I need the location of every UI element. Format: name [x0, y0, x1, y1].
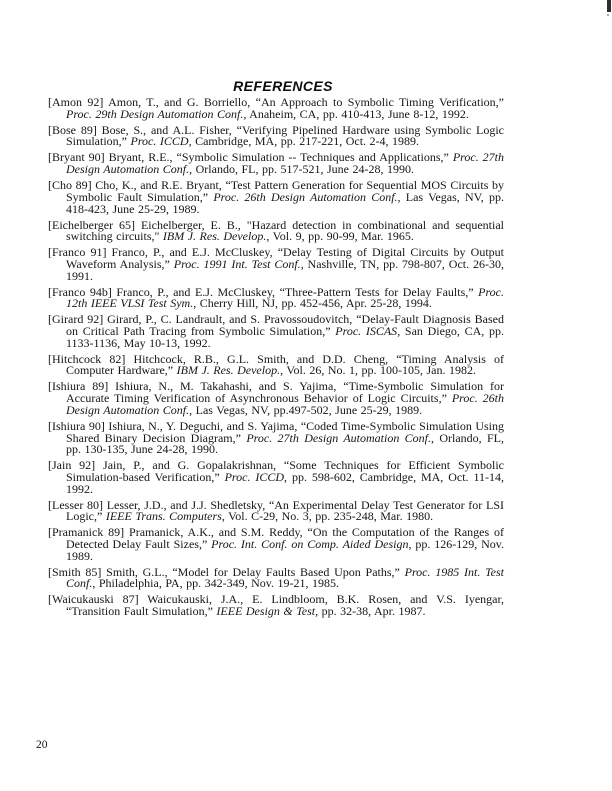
reference-text: , Vol. 26, No. 1, pp. 100-105, Jan. 1982.	[280, 363, 476, 378]
reference-text: , Philadelphia, PA, pp. 342-349, Nov. 19-21, 1985.	[92, 576, 339, 591]
reference-text: , pp. 32-38, Apr. 1987.	[315, 604, 426, 619]
reference-text: [Hitchcock 82] Hitchcock, R.B., G.L. Smith, and D.D. Cheng, “Timing Analysis of Computer Hardware,”	[48, 351, 504, 378]
page-number: 20	[36, 739, 48, 751]
reference-venue: Proc. ICCD	[224, 469, 285, 484]
references-list	[48, 97, 504, 622]
reference-text: , Vol. C-29, No. 3, pp. 235-248, Mar. 1980.	[221, 509, 434, 524]
reference-text: , Las Vegas, NV, pp. 418-423, June 25-29, 1989.	[66, 189, 504, 216]
reference-venue: Proc. 12th IEEE VLSI Test Sym.	[66, 284, 504, 311]
references-heading: REFERENCES	[233, 78, 333, 94]
scan-artifact	[607, 0, 611, 12]
reference-text: [Franco 94b] Franco, P., and E.J. McCluskey, “Three-Pattern Tests for Delay Faults,”	[48, 284, 479, 299]
reference-text: , Vol. 9, pp. 90-99, Mar. 1965.	[266, 229, 414, 244]
reference-entry	[48, 97, 504, 120]
reference-entry	[48, 217, 504, 244]
reference-venue: IBM J. Res. Develop.	[162, 229, 267, 244]
reference-venue: IEEE Design & Test	[216, 604, 316, 619]
reference-text: , Cherry Hill, NJ, pp. 452-456, Apr. 25-28, 1994.	[193, 296, 432, 311]
reference-venue: Proc. 1991 Int. Test Conf.	[173, 256, 301, 271]
reference-entry	[48, 247, 504, 282]
reference-entry	[48, 314, 504, 349]
reference-text: , Anaheim, CA, pp. 410-413, June 8-12, 1992.	[243, 106, 469, 121]
reference-entry	[48, 460, 504, 495]
reference-text: [Lesser 80] Lesser, J.D., and J.J. Shedletsky, “An Experimental Delay Test Generator for LSI Logic,”	[48, 497, 504, 524]
reference-venue: Proc. 1985 Int. Test Conf.	[66, 564, 504, 591]
reference-venue: IBM J. Res. Develop.	[176, 363, 281, 378]
reference-entry	[48, 594, 504, 617]
reference-text: [Bose 89] Bose, S., and A.L. Fisher, “Verifying Pipelined Hardware using Symbolic Logic Simulation,”	[48, 122, 504, 149]
reference-text: , Las Vegas, NV, pp.497-502, June 25-29, 1989.	[189, 402, 423, 417]
reference-text: [Bryant 90] Bryant, R.E., “Symbolic Simulation -- Techniques and Applications,”	[48, 150, 453, 165]
reference-venue: IEEE Trans. Computers	[105, 509, 222, 524]
reference-text: , pp. 126-129, Nov. 1989.	[66, 537, 504, 563]
reference-entry	[48, 527, 504, 562]
reference-venue: Proc. 26th Design Automation Conf.	[213, 189, 398, 204]
reference-entry	[48, 152, 504, 175]
reference-venue: Proc. 27th Design Automation Conf.	[66, 150, 504, 177]
reference-venue: Proc. 29th Design Automation Conf.	[66, 106, 244, 121]
reference-text: [Jain 92] Jain, P., and G. Gopalakrishnan, “Some Techniques for Efficient Symbolic Simulation-based Verification,”	[48, 458, 504, 484]
reference-text: [Pramanick 89] Pramanick, A.K., and S.M. Reddy, “On the Computation of the Ranges of Detected Delay Fault Sizes,”	[48, 525, 504, 552]
reference-entry	[48, 351, 504, 378]
reference-venue: Proc. ICCD	[130, 134, 189, 149]
reference-text: , Nashville, TN, pp. 798-807, Oct. 26-30, 1991.	[66, 256, 504, 283]
reference-text: [Amon 92] Amon, T., and G. Borriello, “An Approach to Symbolic Timing Verification,”	[48, 95, 504, 109]
reference-text: , San Diego, CA, pp. 1133-1136, May 10-13, 1992.	[66, 324, 505, 350]
reference-text: [Franco 91] Franco, P., and E.J. McCluskey, “Delay Testing of Digital Circuits by Output Waveform Analysis,”	[48, 245, 504, 271]
reference-venue: Proc. Int. Conf. on Comp. Aided Design	[211, 537, 409, 552]
reference-text: [Ishiura 89] Ishiura, N., M. Takahashi, and S. Yajima, “Time-Symbolic Simulation for Accurate Timing Verification of Asynchronous Behavior of Logic Circuits,”	[48, 379, 504, 406]
scan-artifact-speck	[607, 14, 609, 16]
reference-text: [Smith 85] Smith, G.L., “Model for Delay Faults Based Upon Paths,”	[48, 564, 405, 579]
reference-venue: Proc. ISCAS	[335, 324, 398, 339]
reference-text: , Cambridge, MA, pp. 217-221, Oct. 2-4, 1989.	[188, 134, 420, 149]
reference-text: [Girard 92] Girard, P., C. Landrault, and S. Pravossoudovitch, “Delay-Fault Diagnosis Based on Critical Path Tracing from Symbolic Simulation,”	[48, 312, 504, 339]
reference-entry	[48, 122, 504, 149]
reference-text: [Eichelberger 65] Eichelberger, E. B., "Hazard detection in combinational and sequential switching circuits,"	[48, 217, 504, 244]
reference-venue: Proc. 27th Design Automation Conf.	[246, 430, 431, 445]
reference-entry	[48, 381, 504, 416]
reference-text: , Orlando, FL, pp. 517-521, June 24-28, 1990.	[189, 162, 414, 177]
reference-entry	[48, 418, 505, 457]
reference-text: , pp. 598-602, Cambridge, MA, Oct. 11-14, 1992.	[66, 469, 504, 496]
reference-text: [Ishiura 90] Ishiura, N., Y. Deguchi, and S. Yajima, “Coded Time-Symbolic Simulation Using Shared Binary Decision Diagram,”	[48, 418, 504, 445]
reference-entry	[48, 284, 504, 311]
reference-text: , Orlando, FL, pp. 130-135, June 24-28, 1990.	[66, 430, 505, 457]
reference-venue: Proc. 26th Design Automation Conf.	[66, 391, 504, 417]
reference-entry	[48, 180, 504, 215]
reference-entry	[48, 497, 504, 524]
reference-text: [Waicukauski 87] Waicukauski, J.A., E. Lindbloom, B.K. Rosen, and V.S. Iyengar, “Transition Fault Simulation,”	[48, 592, 504, 619]
reference-entry	[48, 564, 504, 591]
reference-text: [Cho 89] Cho, K., and R.E. Bryant, “Test Pattern Generation for Sequential MOS Circuits by Symbolic Fault Simulation,”	[48, 178, 504, 204]
